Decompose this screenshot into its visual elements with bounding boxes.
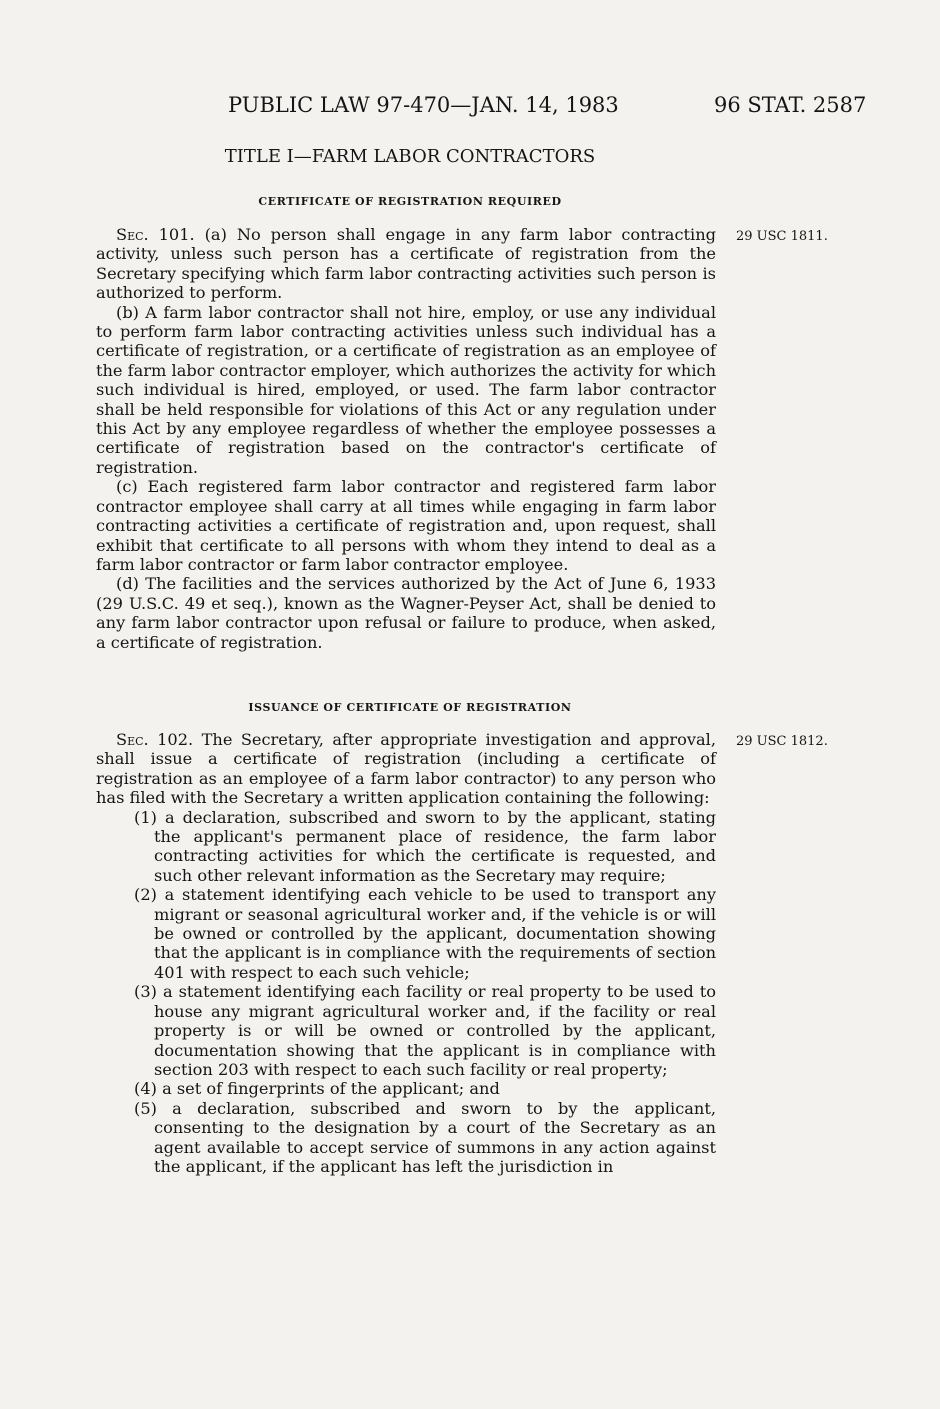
list-item-5: (5) a declaration, subscribed and sworn to by the applicant, consenting to the designation by a court of the Secretary as an agent available to accept service of summons in any action against the applicant, if the applicant has left the jurisdiction in (134, 1098, 716, 1176)
paragraph-101-d: (d) The facilities and the services authorized by the Act of June 6, 1933 (29 U.S.C. 49 et seq.), known as the Wagner-Peyser Act, shall be denied to any farm labor contractor upon refusal or failure to produce, when asked, a certificate of registration. (96, 574, 716, 652)
paragraph-text: 102. The Secretary, after appropriate investigation and approval, shall issue a certificate of registration (including a certificate of registration as an employee of a farm labor contractor) to any person who has filed with the Secretary a written application containing the following: (96, 730, 716, 808)
section-102-body (96, 730, 716, 1176)
margin-note-section-102: 29 USC 1812. (736, 734, 828, 749)
paragraph-101-a (96, 225, 716, 303)
paragraph-102-intro (96, 730, 716, 808)
section-101-heading: CERTIFICATE OF REGISTRATION REQUIRED (258, 195, 562, 208)
section-102-heading: ISSUANCE OF CERTIFICATE OF REGISTRATION (248, 701, 572, 714)
title-heading: TITLE I—FARM LABOR CONTRACTORS (224, 146, 596, 167)
list-item-4: (4) a set of fingerprints of the applicant; and (134, 1079, 500, 1099)
page-header (0, 93, 940, 123)
section-label: Sec. (116, 730, 149, 749)
section-101-body (96, 225, 716, 652)
paragraph-text: 101. (a) No person shall engage in any farm labor contracting activity, unless such person has a certificate of registration from the Secretary specifying which farm labor contracting activities such person is authorized to perform. (96, 225, 716, 303)
header-statute-page: 96 STAT. 2587 (714, 93, 867, 117)
list-item-2: (2) a statement identifying each vehicle to be used to transport any migrant or seasonal agricultural worker and, if the vehicle is or will be owned or controlled by the applicant, documentation showing that the applicant is in compliance with the requirements of section 401 with respect to each such vehicle; (134, 885, 716, 982)
list-item-1: (1) a declaration, subscribed and sworn to by the applicant, stating the applicant's permanent place of residence, the farm labor contracting activities for which the certificate is requested, and such other relevant information as the Secretary may require; (134, 807, 716, 885)
section-label: Sec. (116, 225, 149, 244)
header-law-citation: PUBLIC LAW 97-470—JAN. 14, 1983 (228, 93, 619, 117)
paragraph-101-c: (c) Each registered farm labor contractor and registered farm labor contractor employee shall carry at all times while engaging in farm labor contracting activities a certificate of registration and, upon request, shall exhibit that certificate to all persons with whom they intend to deal as a farm labor contractor or farm labor contractor employee. (96, 477, 716, 574)
paragraph-101-b: (b) A farm labor contractor shall not hire, employ, or use any individual to perform farm labor contracting activities unless such individual has a certificate of registration, or a certificate of registration as an employee of the farm labor contractor employer, which authorizes the activity for which such individual is hired, employed, or used. The farm labor contractor shall be held responsible for violations of this Act or any regulation under this Act by any employee regardless of whether the employee possesses a certificate of registration based on the contractor's certificate of registration. (96, 302, 716, 477)
list-item-3: (3) a statement identifying each facility or real property to be used to house any migrant agricultural worker and, if the facility or real property is or will be owned or controlled by the applicant, documentation showing that the applicant is in compliance with section 203 with respect to each such facility or real property; (134, 982, 716, 1079)
margin-note-section-101: 29 USC 1811. (736, 229, 828, 244)
